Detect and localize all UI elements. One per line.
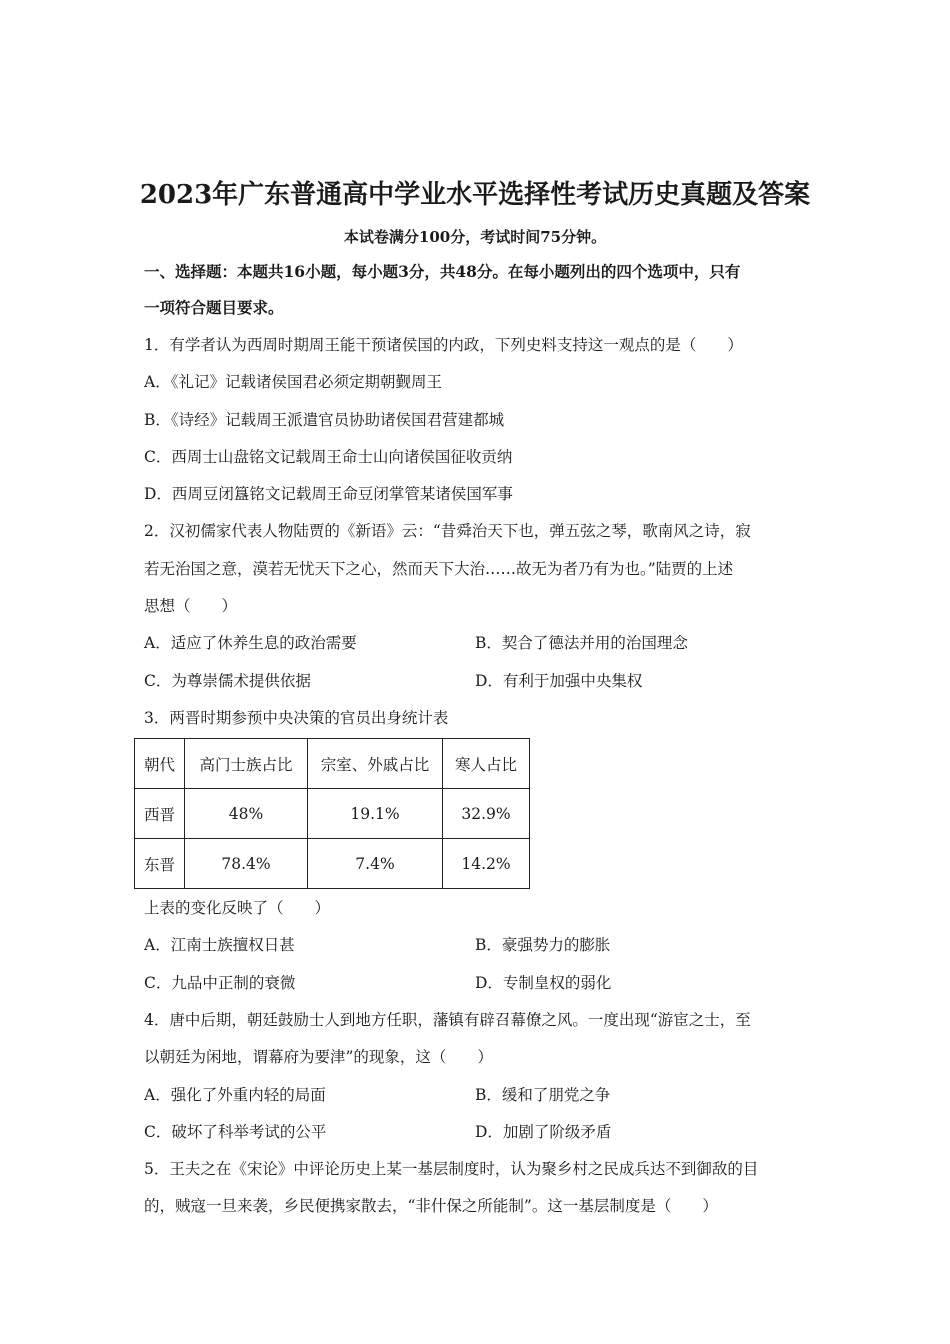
q4-stem-line-2: 以朝廷为闲地，谓幕府为要津”的现象，这（ ）	[144, 1048, 493, 1066]
table-cell: 32.9%	[443, 789, 530, 839]
q4-option-d: D．加剧了阶级矛盾	[475, 1123, 612, 1141]
section-heading-line-2: 一项符合题目要求。	[144, 298, 284, 317]
table-header-cell: 高门士族占比	[185, 739, 308, 789]
q2-stem-line-2: 若无治国之意，漠若无忧天下之心，然而天下大治……故无为者乃有为也。”陆贾的上述	[144, 560, 734, 578]
table-cell: 14.2%	[443, 839, 530, 889]
q1-option-c: C．西周士山盘铭文记载周王命士山向诸侯国征收贡纳	[144, 448, 513, 466]
table-cell: 78.4%	[185, 839, 308, 889]
q3-option-c: C．九品中正制的衰微	[144, 974, 296, 992]
section-heading-line-1: 一、选择题：本题共16小题，每小题3分，共48分。在每小题列出的四个选项中，只有	[144, 262, 741, 281]
q1-option-d: D．西周豆闭簋铭文记载周王命豆闭掌管某诸侯国军事	[144, 485, 513, 503]
q1-option-b: B．《诗经》记载周王派遣官员协助诸侯国君营建都城	[144, 411, 505, 429]
q2-option-d: D．有利于加强中央集权	[475, 672, 643, 690]
q3-option-b: B．豪强势力的膨胀	[475, 936, 611, 954]
table-cell: 西晋	[135, 789, 185, 839]
q4-stem-line-1: 4．唐中后期，朝廷鼓励士人到地方任职，藩镇有辟召幕僚之风。一度出现“游宦之士，至	[144, 1011, 751, 1029]
table-header-row	[135, 739, 530, 789]
exam-info: 本试卷满分100分，考试时间75分钟。	[343, 228, 607, 246]
q3-option-a: A．江南士族擅权日甚	[144, 936, 295, 954]
q2-stem-line-3: 思想（ ）	[144, 597, 238, 615]
q4-option-b: B．缓和了朋党之争	[475, 1086, 611, 1104]
q4-option-c: C．破坏了科举考试的公平	[144, 1123, 327, 1141]
officials-origin-table	[134, 738, 530, 889]
q1-option-a: A．《礼记》记载诸侯国君必须定期朝觐周王	[144, 373, 442, 391]
q5-stem-line-1: 5．王夫之在《宋论》中评论历史上某一基层制度时，认为聚乡村之民成兵达不到御敌的目	[144, 1160, 759, 1178]
q5-stem-line-2: 的，贼寇一旦来袭，乡民便携家散去，“非什保之所能制”。这一基层制度是（ ）	[144, 1197, 718, 1215]
table-cell: 19.1%	[308, 789, 443, 839]
table-header-cell: 宗室、外戚占比	[308, 739, 443, 789]
table-cell: 7.4%	[308, 839, 443, 889]
q3-option-d: D．专制皇权的弱化	[475, 974, 612, 992]
q3-question: 上表的变化反映了（ ）	[144, 899, 331, 917]
q3-stem: 3．两晋时期参预中央决策的官员出身统计表	[144, 709, 449, 727]
q1-stem: 1．有学者认为西周时期周王能干预诸侯国的内政，下列史料支持这一观点的是（ ）	[144, 336, 743, 354]
table-row	[135, 789, 530, 839]
q4-option-a: A．强化了外重内轻的局面	[144, 1086, 326, 1104]
q2-option-c: C．为尊崇儒术提供依据	[144, 672, 311, 690]
page-title: 2023年广东普通高中学业水平选择性考试历史真题及答案	[139, 180, 811, 210]
table-header-cell: 寒人占比	[443, 739, 530, 789]
table-cell: 48%	[185, 789, 308, 839]
q2-option-a: A．适应了休养生息的政治需要	[144, 634, 357, 652]
q2-option-b: B．契合了德法并用的治国理念	[475, 634, 688, 652]
table-header-cell: 朝代	[135, 739, 185, 789]
table-cell: 东晋	[135, 839, 185, 889]
q2-stem-line-1: 2．汉初儒家代表人物陆贾的《新语》云：“昔舜治天下也，弹五弦之琴，歌南风之诗，寂	[144, 522, 751, 540]
table-row	[135, 839, 530, 889]
